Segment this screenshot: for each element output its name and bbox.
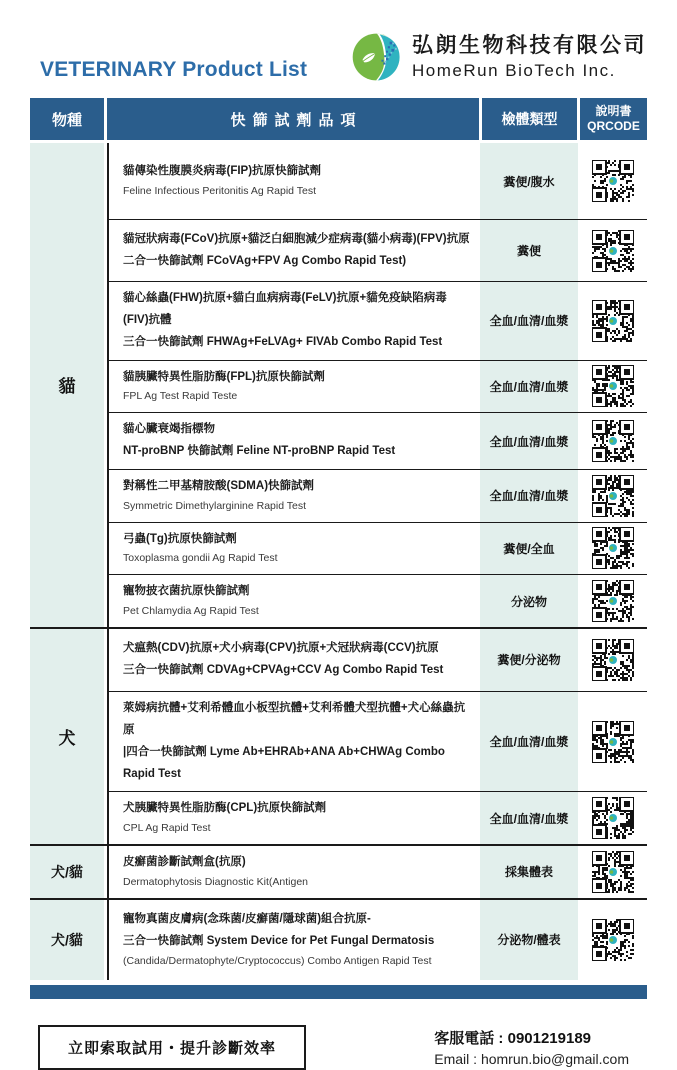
table-row bbox=[109, 219, 647, 281]
species-label: 犬 bbox=[30, 629, 104, 844]
company-brand bbox=[350, 30, 647, 84]
specimen-type: 糞便 bbox=[480, 220, 578, 281]
table-row bbox=[109, 522, 647, 575]
manual-qrcode-cell bbox=[578, 792, 647, 844]
header-species: 物種 bbox=[30, 98, 104, 140]
qrcode-image bbox=[592, 160, 634, 202]
species-section bbox=[30, 898, 647, 980]
manual-qrcode-cell bbox=[578, 629, 647, 691]
company-name-en: HomeRun BioTech Inc. bbox=[412, 60, 616, 80]
product-name-line: 三合一快篩試劑 FHWAg+FeLVAg+ FIVAb Combo Rapid Test bbox=[123, 335, 443, 348]
company-name-zh: 弘朗生物科技有限公司 bbox=[412, 34, 647, 58]
product-name-cell bbox=[109, 361, 480, 413]
document-footer bbox=[38, 1025, 647, 1070]
qrcode-image bbox=[592, 420, 634, 462]
table-row bbox=[109, 791, 647, 844]
section-rows bbox=[107, 846, 647, 898]
product-name-line: |四合一快篩試劑 Lyme Ab+EHRAb+ANA Ab+CHWAg Combo Rapid Test bbox=[123, 745, 445, 780]
product-name-line: (Candida/Dermatophyte/Cryptococcus) Combo Antigen Rapid Test bbox=[123, 954, 432, 967]
product-name-line: 二合一快篩試劑 FCoVAg+FPV Ag Combo Rapid Test) bbox=[123, 254, 407, 267]
product-name-line: CPL Ag Rapid Test bbox=[123, 822, 211, 835]
species-label: 犬/貓 bbox=[30, 846, 104, 898]
manual-qrcode-cell bbox=[578, 575, 647, 627]
service-email: Email : homrun.bio@gmail.com bbox=[434, 1050, 629, 1067]
qrcode-image bbox=[592, 300, 634, 342]
manual-qrcode-cell bbox=[578, 523, 647, 575]
product-name-line: 皮癬菌診斷試劑盒(抗原) bbox=[123, 856, 246, 869]
manual-qrcode-cell bbox=[578, 413, 647, 469]
section-rows bbox=[107, 143, 647, 627]
product-name-cell bbox=[109, 470, 480, 522]
qrcode-image bbox=[592, 919, 634, 961]
product-name-line: 犬胰臟特異性脂肪酶(CPL)抗原快篩試劑 bbox=[123, 802, 327, 815]
specimen-type: 全血/血清/血漿 bbox=[480, 692, 578, 791]
table-row bbox=[109, 691, 647, 791]
product-name-line: 萊姆病抗體+艾利希體血小板型抗體+艾利希體犬型抗體+犬心絲蟲抗原 bbox=[123, 701, 466, 736]
qrcode-image bbox=[592, 230, 634, 272]
header-manual-line2: QRCODE bbox=[587, 119, 640, 133]
company-name bbox=[412, 33, 647, 81]
manual-qrcode-cell bbox=[578, 470, 647, 522]
product-name-line: NT-proBNP 快篩試劑 Feline NT-proBNP Rapid Test bbox=[123, 445, 396, 458]
manual-qrcode-cell bbox=[578, 846, 647, 898]
specimen-type: 全血/血清/血漿 bbox=[480, 792, 578, 844]
species-label: 犬/貓 bbox=[30, 900, 104, 980]
product-name-line: 弓蟲(Tg)抗原快篩試劑 bbox=[123, 532, 237, 545]
product-name-line: 貓胰臟特異性脂肪酶(FPL)抗原快篩試劑 bbox=[123, 370, 325, 383]
manual-qrcode-cell bbox=[578, 900, 647, 980]
manual-qrcode-cell bbox=[578, 361, 647, 413]
product-name-line: 三合一快篩試劑 System Device for Pet Fungal Dermatosis bbox=[123, 934, 435, 947]
table-row bbox=[109, 574, 647, 627]
specimen-type: 全血/血清/血漿 bbox=[480, 282, 578, 360]
specimen-type: 糞便/全血 bbox=[480, 523, 578, 575]
table-bottom-bar bbox=[30, 985, 647, 999]
specimen-type: 分泌物/體表 bbox=[480, 900, 578, 980]
page-title: VETERINARY Product List bbox=[40, 58, 308, 81]
header-specimen: 檢體類型 bbox=[482, 98, 577, 140]
qrcode-image bbox=[592, 721, 634, 763]
qrcode-image bbox=[592, 527, 634, 569]
section-rows bbox=[107, 629, 647, 844]
product-name-line: 對稱性二甲基精胺酸(SDMA)快篩試劑 bbox=[123, 479, 315, 492]
table-row bbox=[109, 900, 647, 980]
product-name-line: 貓冠狀病毒(FCoV)抗原+貓泛白細胞減少症病毒(貓小病毒)(FPV)抗原 bbox=[123, 232, 470, 245]
table-row bbox=[109, 846, 647, 898]
product-name-cell bbox=[109, 282, 480, 360]
specimen-type: 全血/血清/血漿 bbox=[480, 361, 578, 413]
product-name-cell bbox=[109, 413, 480, 469]
table-header-row bbox=[30, 98, 647, 140]
qrcode-image bbox=[592, 851, 634, 893]
specimen-type: 糞便/分泌物 bbox=[480, 629, 578, 691]
species-section bbox=[30, 627, 647, 844]
product-name-line: Pet Chlamydia Ag Rapid Test bbox=[123, 605, 259, 618]
section-rows bbox=[107, 900, 647, 980]
manual-qrcode-cell bbox=[578, 143, 647, 219]
document-header bbox=[0, 0, 677, 98]
species-label: 貓 bbox=[30, 143, 104, 627]
specimen-type: 糞便/腹水 bbox=[480, 143, 578, 219]
product-name-line: Dermatophytosis Diagnostic Kit(Antigen bbox=[123, 875, 309, 888]
qrcode-image bbox=[592, 365, 634, 407]
species-section bbox=[30, 143, 647, 627]
service-phone: 客服電話 : 0901219189 bbox=[434, 1029, 592, 1047]
header-manual-line1: 說明書 bbox=[595, 104, 632, 118]
table-row bbox=[109, 412, 647, 469]
company-logo-icon bbox=[350, 30, 404, 84]
manual-qrcode-cell bbox=[578, 220, 647, 281]
table-row bbox=[109, 469, 647, 522]
product-name-line: 寵物披衣菌抗原快篩試劑 bbox=[123, 585, 250, 598]
table-row bbox=[109, 143, 647, 219]
product-name-line: 三合一快篩試劑 CDVAg+CPVAg+CCV Ag Combo Rapid Test bbox=[123, 663, 444, 676]
specimen-type: 全血/血清/血漿 bbox=[480, 413, 578, 469]
product-name-line: FPL Ag Test Rapid Teste bbox=[123, 390, 238, 403]
qrcode-image bbox=[592, 797, 634, 839]
product-name-cell bbox=[109, 692, 480, 791]
header-product: 快篩試劑品項 bbox=[107, 98, 479, 140]
specimen-type: 分泌物 bbox=[480, 575, 578, 627]
product-table bbox=[30, 98, 647, 999]
product-name-cell bbox=[109, 143, 480, 219]
cta-box: 立即索取試用・提升診斷效率 bbox=[38, 1025, 306, 1070]
qrcode-image bbox=[592, 580, 634, 622]
manual-qrcode-cell bbox=[578, 692, 647, 791]
product-name-cell bbox=[109, 523, 480, 575]
table-row bbox=[109, 281, 647, 360]
product-name-line: 犬瘟熱(CDV)抗原+犬小病毒(CPV)抗原+犬冠狀病毒(CCV)抗原 bbox=[123, 642, 439, 655]
specimen-type: 採集體表 bbox=[480, 846, 578, 898]
product-name-line: 貓心絲蟲(FHW)抗原+貓白血病病毒(FeLV)抗原+貓免疫缺陷病毒(FIV)抗體 bbox=[123, 292, 447, 326]
product-name-line: 貓心臟衰竭指標物 bbox=[123, 423, 215, 436]
product-name-line: Symmetric Dimethylarginine Rapid Test bbox=[123, 499, 307, 512]
species-section bbox=[30, 844, 647, 898]
product-name-cell bbox=[109, 629, 480, 691]
product-name-line: Toxoplasma gondii Ag Rapid Test bbox=[123, 552, 278, 565]
header-manual-qrcode bbox=[580, 98, 647, 140]
contact-info bbox=[434, 1025, 629, 1067]
table-body bbox=[30, 143, 647, 980]
product-name-cell bbox=[109, 220, 480, 281]
product-name-cell bbox=[109, 846, 480, 898]
product-name-line: 寵物真菌皮膚病(念珠菌/皮癬菌/隱球菌)組合抗原- bbox=[123, 912, 371, 925]
qrcode-image bbox=[592, 639, 634, 681]
product-name-line: 貓傳染性腹膜炎病毒(FIP)抗原快篩試劑 bbox=[123, 165, 322, 178]
qrcode-image bbox=[592, 475, 634, 517]
product-name-cell bbox=[109, 575, 480, 627]
specimen-type: 全血/血清/血漿 bbox=[480, 470, 578, 522]
product-name-cell bbox=[109, 792, 480, 844]
table-row bbox=[109, 360, 647, 413]
table-row bbox=[109, 629, 647, 691]
product-name-cell bbox=[109, 900, 480, 980]
manual-qrcode-cell bbox=[578, 282, 647, 360]
product-name-line: Feline Infectious Peritonitis Ag Rapid Test bbox=[123, 185, 316, 197]
